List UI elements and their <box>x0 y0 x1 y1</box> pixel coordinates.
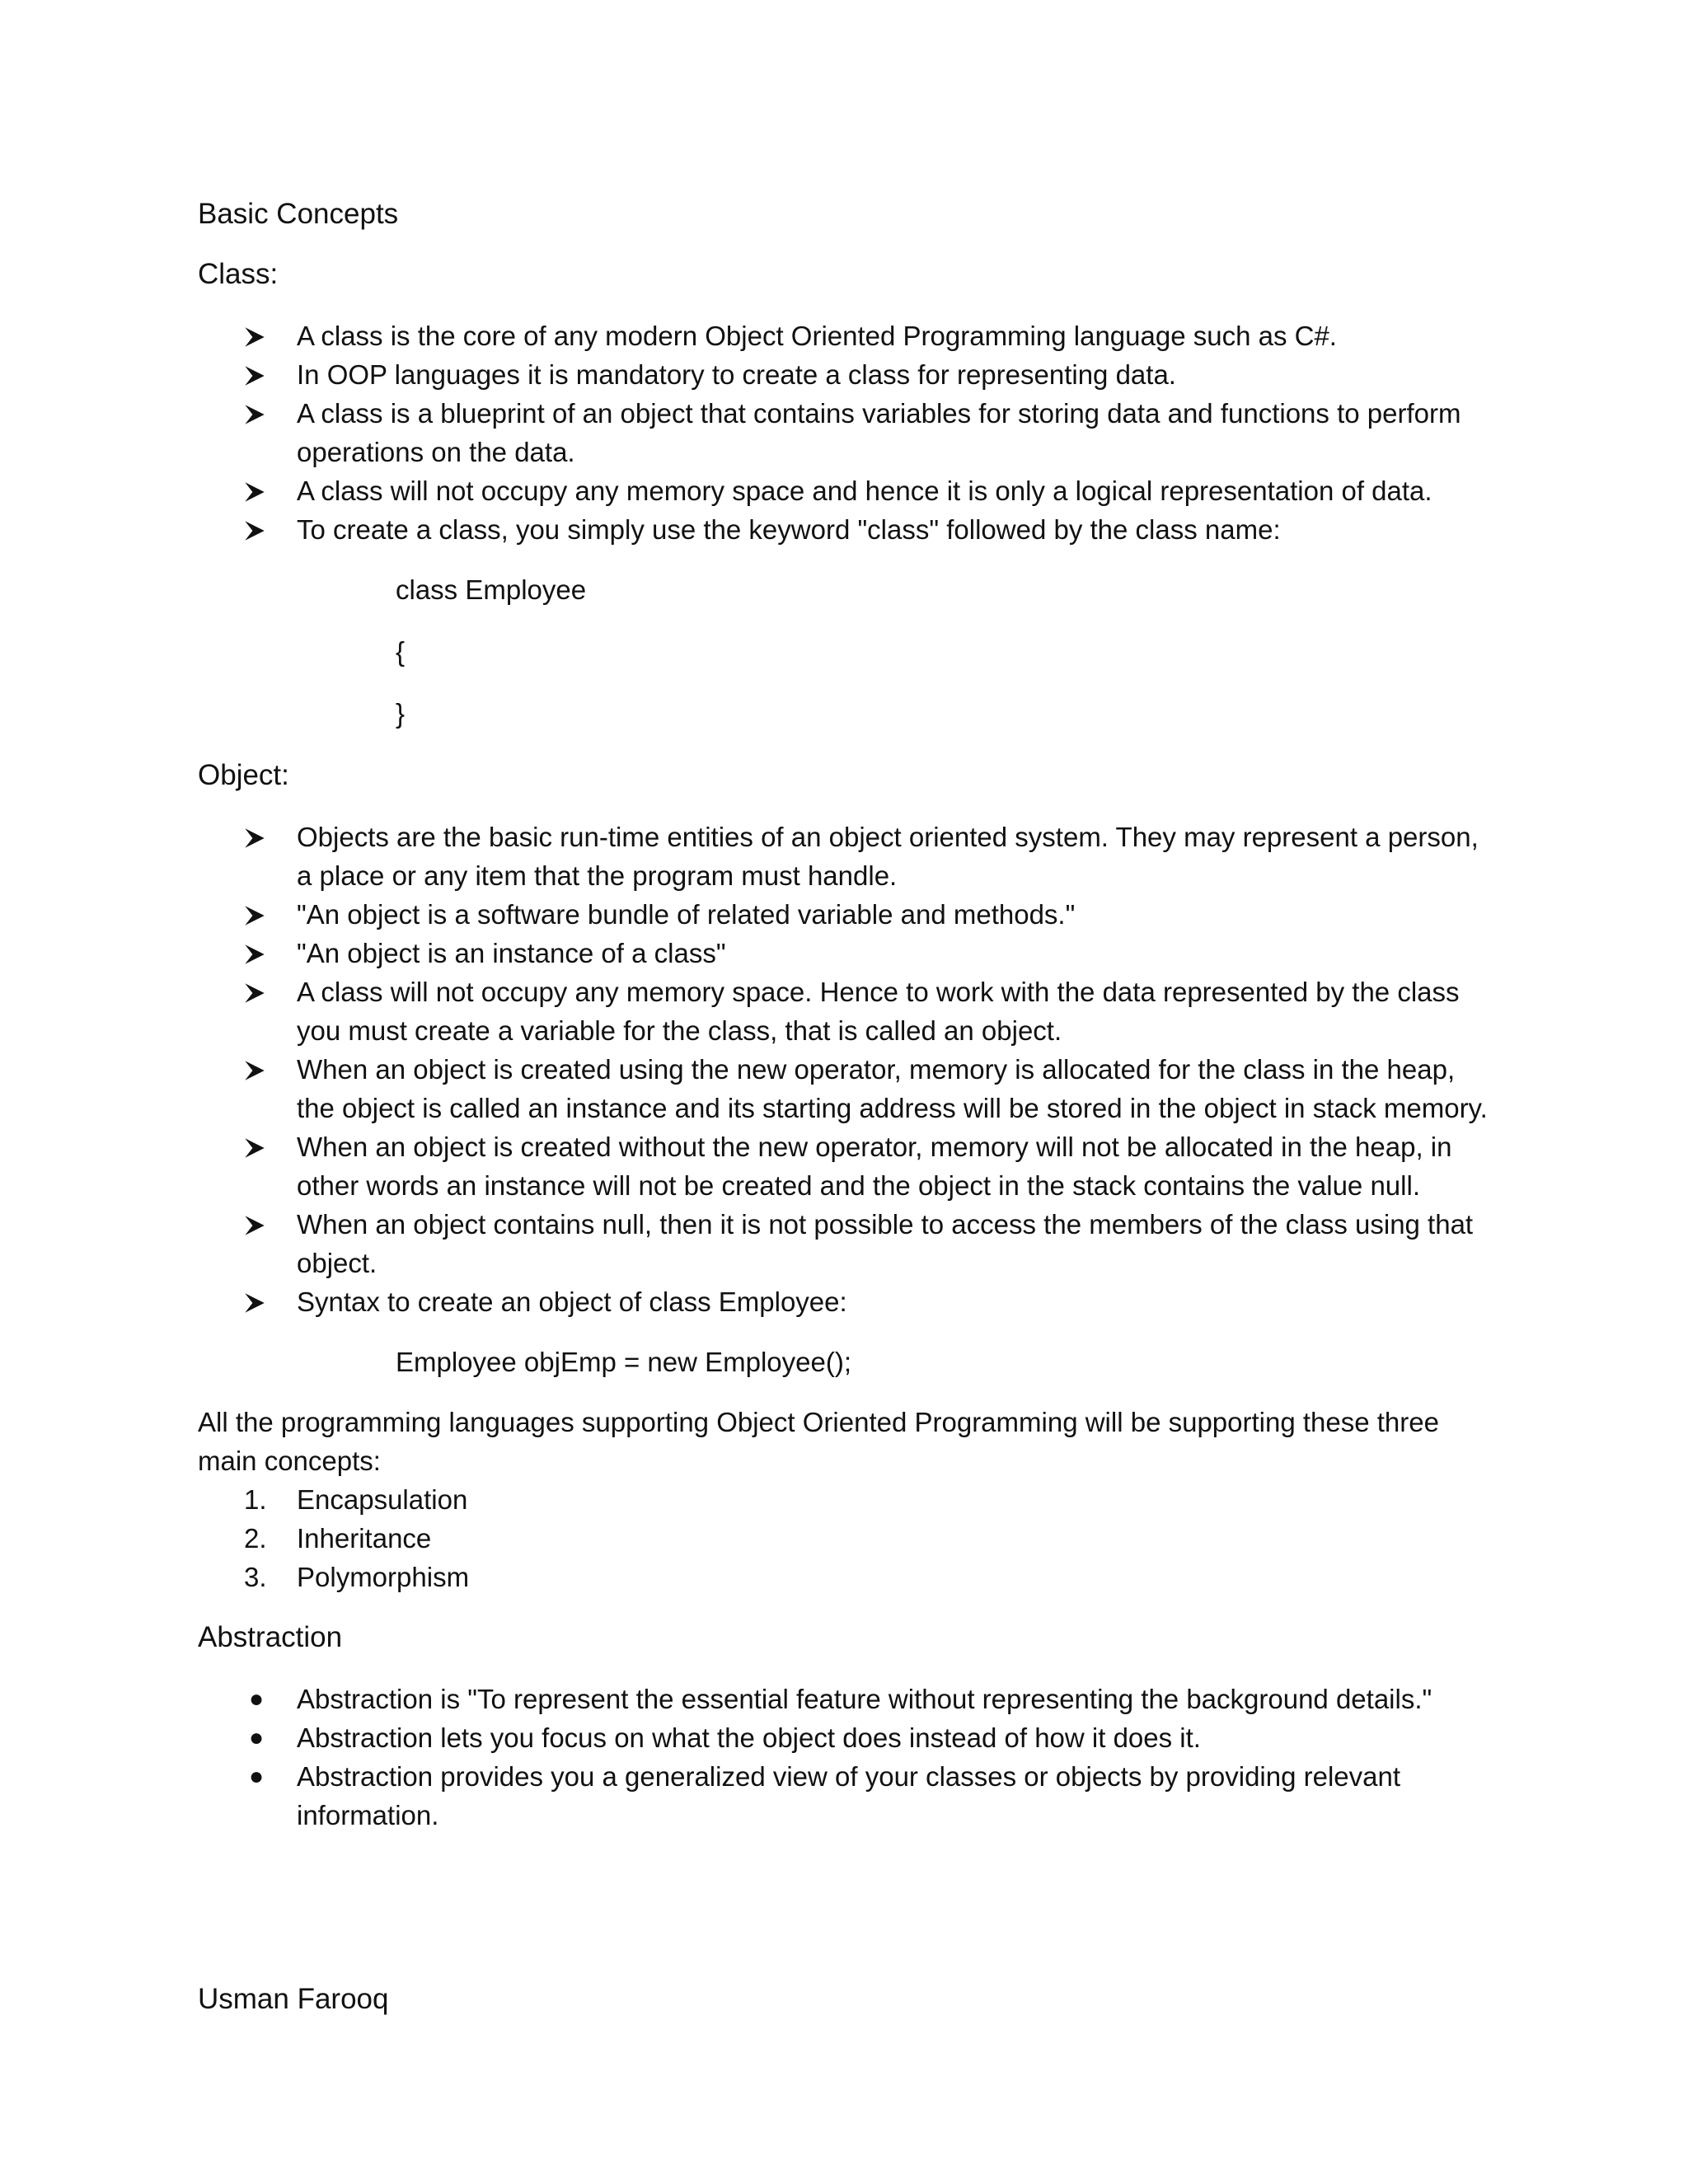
list-item <box>198 1519 1500 1558</box>
arrowhead-bullet-icon <box>244 1127 277 1169</box>
list-item <box>198 895 1500 934</box>
list-item <box>198 1282 1500 1321</box>
list-item-text: Encapsulation <box>297 1484 468 1515</box>
arrowhead-bullet-icon <box>244 355 277 396</box>
list-number: 3. <box>244 1562 267 1592</box>
document-body <box>198 194 1500 1835</box>
page-title: Basic Concepts <box>198 198 399 230</box>
list-item-text: A class will not occupy any memory space. Hence to work with the data represented by the class you must create a variable for the class, that is called an object. <box>297 977 1460 1046</box>
list-item-text: Objects are the basic run-time entities of an object oriented system. They may represent a person, a place or any item that the program must handle. <box>297 822 1479 891</box>
class-code-block <box>198 570 1500 733</box>
arrowhead-bullet-icon <box>244 818 277 859</box>
arrowhead-bullet-icon <box>244 1282 277 1324</box>
list-item-text: A class is a blueprint of an object that contains variables for storing data and functions to perform operations on the data. <box>297 398 1461 467</box>
list-item-text: A class will not occupy any memory space and hence it is only a logical representation of data. <box>297 476 1432 506</box>
list-item <box>198 1680 1500 1718</box>
code-line: } <box>396 698 406 729</box>
dot-bullet-icon: ● <box>249 1724 265 1751</box>
list-item <box>198 934 1500 972</box>
list-item-text: When an object is created without the new operator, memory will not be allocated in the heap, in other words an instance will not be created and the object in the stack contains the value null. <box>297 1132 1452 1201</box>
list-item <box>198 1205 1500 1282</box>
list-item <box>198 1480 1500 1519</box>
list-number: 2. <box>244 1523 267 1554</box>
list-item-text: Abstraction is "To represent the essential feature without representing the background details." <box>297 1684 1432 1714</box>
list-number: 1. <box>244 1484 267 1515</box>
concepts-numbered-list <box>198 1480 1500 1596</box>
list-item-text: Polymorphism <box>297 1562 470 1592</box>
list-item <box>198 394 1500 471</box>
list-item-text: Syntax to create an object of class Employee: <box>297 1286 847 1317</box>
list-item-text: "An object is a software bundle of related variable and methods." <box>297 899 1076 930</box>
footer-author: Usman Farooq <box>198 1983 389 2015</box>
arrowhead-bullet-icon <box>244 1205 277 1246</box>
dot-bullet-icon: ● <box>249 1763 265 1790</box>
abstraction-heading: Abstraction <box>198 1621 343 1653</box>
list-item-text: A class is the core of any modern Object Oriented Programming language such as C#. <box>297 321 1337 351</box>
arrowhead-bullet-icon <box>244 316 277 358</box>
list-item-text: Abstraction lets you focus on what the object does instead of how it does it. <box>297 1722 1201 1753</box>
list-item <box>198 510 1500 549</box>
list-item <box>198 1558 1500 1596</box>
list-item-text: Abstraction provides you a generalized view of your classes or objects by providing relevant information. <box>297 1761 1401 1830</box>
list-item <box>198 1757 1500 1835</box>
class-bullet-list <box>198 316 1500 549</box>
object-bullet-list <box>198 818 1500 1321</box>
code-line: { <box>396 636 406 667</box>
list-item-text: Inheritance <box>297 1523 432 1554</box>
list-item <box>198 818 1500 895</box>
dot-bullet-icon: ● <box>249 1685 265 1713</box>
object-heading: Object: <box>198 759 289 791</box>
list-item <box>198 972 1500 1050</box>
list-item-text: In OOP languages it is mandatory to create a class for representing data. <box>297 359 1176 390</box>
list-item-text: When an object contains null, then it is not possible to access the members of the class using that object. <box>297 1209 1474 1278</box>
code-line: class Employee <box>396 574 587 605</box>
arrowhead-bullet-icon <box>244 471 277 513</box>
list-item <box>198 1050 1500 1127</box>
concepts-intro: All the programming languages supporting Object Oriented Programming will be supporting these three main concepts: <box>198 1407 1439 1476</box>
abstraction-bullet-list <box>198 1680 1500 1835</box>
arrowhead-bullet-icon <box>244 1050 277 1091</box>
arrowhead-bullet-icon <box>244 394 277 435</box>
code-line: Employee objEmp = new Employee(); <box>396 1347 852 1377</box>
list-item <box>198 1718 1500 1757</box>
arrowhead-bullet-icon <box>244 972 277 1014</box>
list-item-text: To create a class, you simply use the keyword "class" followed by the class name: <box>297 514 1281 545</box>
list-item <box>198 471 1500 510</box>
list-item <box>198 1127 1500 1205</box>
arrowhead-bullet-icon <box>244 895 277 936</box>
object-code-block <box>198 1343 1500 1381</box>
class-heading: Class: <box>198 258 279 290</box>
list-item-text: "An object is an instance of a class" <box>297 938 726 968</box>
arrowhead-bullet-icon <box>244 934 277 975</box>
list-item <box>198 355 1500 394</box>
list-item-text: When an object is created using the new operator, memory is allocated for the class in the heap, the object is called an instance and its starting address will be stored in the object in stack memory. <box>297 1054 1488 1123</box>
list-item <box>198 316 1500 355</box>
arrowhead-bullet-icon <box>244 510 277 551</box>
